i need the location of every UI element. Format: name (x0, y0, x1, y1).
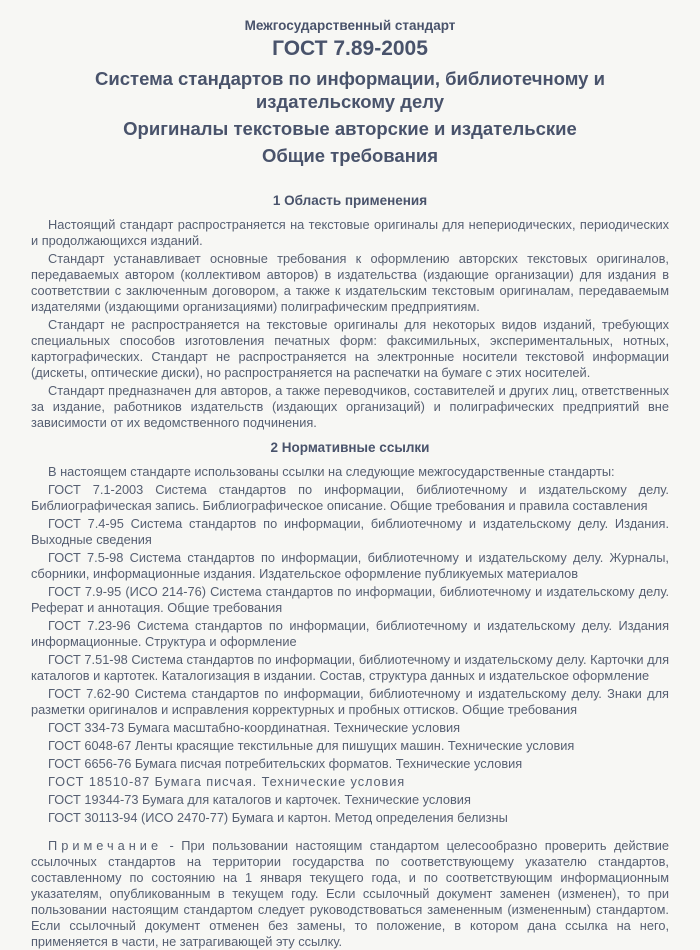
doc-type-label: Межгосударственный стандарт (244, 18, 456, 33)
note-paragraph (31, 838, 669, 950)
paragraph: Стандарт устанавливает основные требования к оформлению авторских текстовых оригиналов, передаваемых автором (коллективом авторов) в издательства (издающие организации) для издания в соответствии с заключенным договором, а также к издательским текстовым оригиналам, передаваемым издателями (издающими организациями) полиграфическим предприятиям. (31, 251, 669, 314)
paragraph: ГОСТ 6048-67 Ленты красящие текстильные для пишущих машин. Технические условия (48, 738, 575, 753)
paragraph: ГОСТ 7.5-98 Система стандартов по информации, библиотечному и издательскому делу. Журналы, сборники, информационные издания. Издательское оформление публикуемых материалов (31, 550, 669, 581)
paragraph: Настоящий стандарт распространяется на текстовые оригиналы для непериодических, периодических и продолжающихся изданий. (31, 217, 669, 248)
paragraph: ГОСТ 7.4-95 Система стандартов по информации, библиотечному и издательскому делу. Издания. Выходные сведения (31, 516, 669, 547)
document-header (31, 18, 669, 167)
section-references-heading: 2 Нормативные ссылки (270, 440, 430, 455)
paragraph: ГОСТ 18510-87 Бумага писчая. Технические условия (48, 774, 406, 789)
section-scope (31, 193, 669, 431)
paragraph: ГОСТ 30113-94 (ИСО 2470-77) Бумага и картон. Метод определения белизны (48, 810, 508, 825)
doc-title-subject: Оригиналы текстовые авторские и издательские (123, 118, 577, 139)
doc-number: ГОСТ 7.89-2005 (272, 37, 428, 60)
section-scope-body (31, 217, 669, 431)
paragraph: ГОСТ 7.51-98 Система стандартов по информации, библиотечному и издательскому делу. Карточки для каталогов и картотек. Каталогизация в издании. Состав, структура данных и издательское оформление (31, 652, 669, 683)
section-scope-heading: 1 Область применения (272, 193, 428, 208)
doc-title-requirements: Общие требования (261, 145, 439, 166)
paragraph: ГОСТ 19344-73 Бумага для каталогов и карточек. Технические условия (48, 792, 471, 807)
note-label: Примечание (48, 838, 163, 853)
paragraph: Стандарт предназначен для авторов, а также переводчиков, составителей и других лиц, ответственных за издание, работников издательств (издающих организаций) и полиграфических предприятий вне зависимости от их ведомственного подчинения. (31, 383, 669, 430)
paragraph: Стандарт не распространяется на текстовые оригиналы для некоторых видов изданий, требующих специальных способов изготовления печатных форм: факсимильных, экспериментальных, нотных, картографических. Стандарт не распространяется на электронные носители текстовой информации (дискеты, оптические диски), но распространяется на распечатки на бумаге с этих носителей. (31, 317, 669, 380)
section-references (31, 440, 669, 826)
paragraph: ГОСТ 334-73 Бумага масштабно-координатная. Технические условия (48, 720, 461, 735)
paragraph: В настоящем стандарте использованы ссылки на следующие межгосударственные стандарты: (48, 464, 615, 479)
section-references-body (31, 464, 669, 826)
paragraph: ГОСТ 7.9-95 (ИСО 214-76) Система стандартов по информации, библиотечному и издательскому делу. Реферат и аннотация. Общие требования (31, 584, 669, 615)
paragraph: ГОСТ 7.1-2003 Система стандартов по информации, библиотечному и издательскому делу. Библиографическая запись. Библиографическое описание. Общие требования и правила составления (31, 482, 669, 513)
paragraph: ГОСТ 6656-76 Бумага писчая потребительских форматов. Технические условия (48, 756, 523, 771)
paragraph: ГОСТ 7.23-96 Система стандартов по информации, библиотечному и издательскому делу. Издания информационные. Структура и оформление (31, 618, 669, 649)
note-text: - При пользовании настоящим стандартом целесообразно проверить действие ссылочных стандартов на территории государства по соответствующему указателю стандартов, составленному по состоянию на 1 января текущего года, и по соответствующим информационным указателям, опубликованным в текущем году. Если ссылочный документ заменен (изменен), то при пользовании настоящим стандартом следует руководствоваться замененным (измененным) стандартом. Если ссылочный документ отменен без замены, то положение, в котором дана ссылка на него, применяется в части, не затрагивающей эту ссылку. (31, 838, 670, 949)
paragraph: ГОСТ 7.62-90 Система стандартов по информации, библиотечному и издательскому делу. Знаки для разметки оригиналов и исправления корректурных и пробных оттисков. Общие требования (31, 686, 669, 717)
doc-title-system: Система стандартов по информации, библиотечному и издательскому делу (95, 68, 605, 112)
